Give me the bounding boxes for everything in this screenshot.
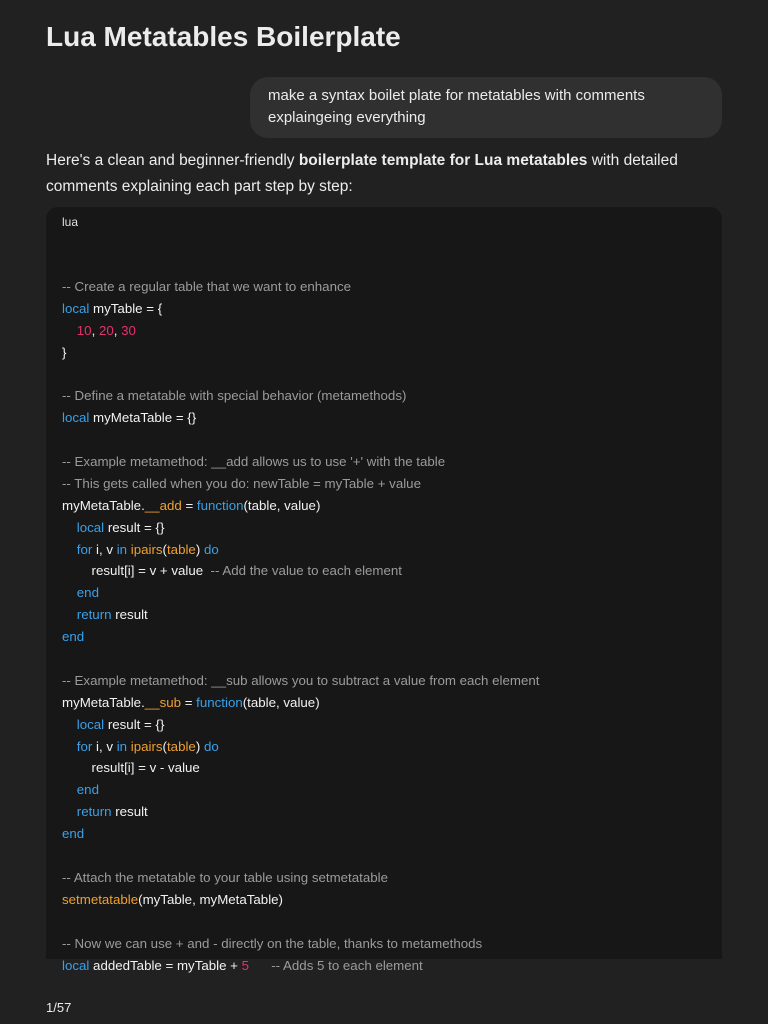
code-token	[62, 782, 77, 797]
code-token: myMetaTable.	[62, 497, 145, 513]
code-line	[62, 495, 539, 517]
code-token: -- Define a metatable with special behavior (metamethods)	[62, 388, 407, 404]
code-token: -- Adds 5 to each element	[271, 957, 423, 973]
code-line	[62, 473, 539, 495]
code-token: (	[162, 738, 167, 754]
code-token: myTable = {	[89, 300, 163, 316]
code-token: local	[62, 300, 90, 316]
code-token: )	[195, 541, 204, 557]
code-token: local	[76, 716, 105, 732]
code-token: ipairs	[130, 541, 163, 557]
code-token: -- Attach the metatable to your table using setmetatable	[62, 869, 388, 885]
code-token: function	[196, 497, 244, 513]
code-content[interactable]	[62, 254, 539, 976]
code-token: -- Add the value to each element	[210, 563, 402, 579]
code-token	[62, 585, 77, 600]
code-line	[62, 276, 539, 298]
code-token: myMetaTable.	[62, 694, 145, 710]
code-token: -- Create a regular table that we want to enhance	[62, 278, 352, 294]
code-token: end	[76, 782, 99, 798]
code-token: for	[76, 541, 93, 557]
code-line	[62, 670, 539, 692]
code-token	[62, 323, 77, 338]
code-token: i, v	[92, 738, 117, 754]
code-line	[62, 604, 539, 626]
code-line	[62, 626, 539, 648]
code-line	[62, 692, 539, 714]
code-token: (myTable, myMetaTable)	[138, 891, 283, 907]
code-line	[62, 911, 539, 933]
code-line	[62, 648, 539, 670]
code-token	[62, 739, 77, 754]
code-language-label: lua	[62, 215, 79, 229]
code-token: do	[203, 738, 219, 754]
code-line	[62, 757, 539, 779]
code-token: -- Example metamethod: __sub allows you to subtract a value from each element	[62, 672, 540, 688]
code-token: 20	[98, 322, 114, 338]
code-token: myMetaTable = {}	[89, 410, 197, 426]
code-line	[62, 407, 539, 429]
code-token: result	[111, 804, 148, 820]
user-message-bubble	[250, 77, 722, 138]
code-token: -- This gets called when you do: newTable = myTable + value	[62, 475, 421, 491]
intro-text-end: with detailed comments explaining each part step by step:	[46, 152, 678, 195]
code-token: for	[76, 738, 93, 754]
code-token: ,	[91, 322, 99, 338]
assistant-intro	[46, 148, 726, 200]
code-token: local	[62, 957, 90, 973]
code-line	[62, 429, 539, 451]
code-token: ,	[113, 322, 122, 338]
code-token	[62, 607, 77, 622]
code-block	[46, 207, 722, 973]
code-token	[62, 717, 77, 732]
code-line	[62, 560, 539, 582]
code-line	[62, 736, 539, 758]
code-token: __add	[144, 497, 182, 513]
code-token: -- Example metamethod: __add allows us to use '+' with the table	[62, 454, 446, 470]
code-token: result = {}	[104, 716, 165, 732]
code-token: __sub	[144, 694, 182, 710]
code-line	[62, 933, 539, 955]
code-line	[62, 801, 539, 823]
page-indicator: 1/57	[46, 1000, 72, 1015]
intro-text-bold: boilerplate template for Lua metatables	[298, 152, 588, 169]
code-token: end	[76, 585, 99, 601]
code-token: (	[162, 541, 167, 557]
code-line	[62, 342, 539, 364]
code-line	[62, 320, 539, 342]
code-token: do	[203, 541, 219, 557]
code-token: table	[166, 738, 196, 754]
code-token: result	[111, 607, 148, 623]
code-token	[62, 804, 77, 819]
code-token: 10	[76, 322, 92, 338]
code-token: in	[116, 541, 128, 557]
code-line	[62, 845, 539, 867]
code-line	[62, 867, 539, 889]
code-token	[249, 958, 271, 973]
code-line	[62, 955, 539, 977]
code-line	[62, 363, 539, 385]
code-token: result[i] = v + value	[62, 563, 211, 579]
code-token: ipairs	[130, 738, 163, 754]
code-line	[62, 539, 539, 561]
code-line	[62, 889, 539, 911]
code-token: end	[62, 629, 85, 645]
code-token: setmetatable	[62, 891, 139, 907]
code-token: i, v	[92, 541, 117, 557]
code-token	[62, 520, 77, 535]
code-line	[62, 385, 539, 407]
code-token: result[i] = v - value	[62, 760, 200, 776]
code-token: (table, value)	[243, 497, 321, 513]
code-token: table	[166, 541, 196, 557]
code-token: (table, value)	[242, 694, 320, 710]
code-line	[62, 517, 539, 539]
code-token: 30	[121, 322, 136, 338]
code-token: function	[196, 694, 243, 710]
code-token: )	[195, 738, 204, 754]
code-token: in	[116, 738, 128, 754]
code-line	[62, 298, 539, 320]
code-token: local	[76, 519, 105, 535]
code-token: end	[62, 826, 85, 842]
page-title: Lua Metatables Boilerplate	[46, 21, 401, 52]
code-line	[62, 582, 539, 604]
code-token: =	[181, 497, 197, 513]
code-line	[62, 823, 539, 845]
code-token: addedTable = myTable +	[89, 957, 242, 973]
code-token: }	[62, 344, 67, 360]
code-token: result = {}	[104, 519, 165, 535]
code-line	[62, 779, 539, 801]
code-token: -- Now we can use + and - directly on the table, thanks to metamethods	[62, 935, 483, 951]
code-token: return	[76, 607, 112, 623]
code-token: =	[181, 694, 197, 710]
code-line	[62, 451, 539, 473]
code-token	[62, 542, 77, 557]
intro-text-start: Here's a clean and beginner-friendly	[46, 152, 299, 169]
code-token: 5	[241, 957, 250, 973]
user-message-text: make a syntax boilet plate for metatables with comments explaingeing everything	[268, 87, 645, 126]
code-line	[62, 254, 539, 276]
code-token: local	[62, 410, 90, 426]
code-token: return	[76, 804, 112, 820]
code-line	[62, 714, 539, 736]
